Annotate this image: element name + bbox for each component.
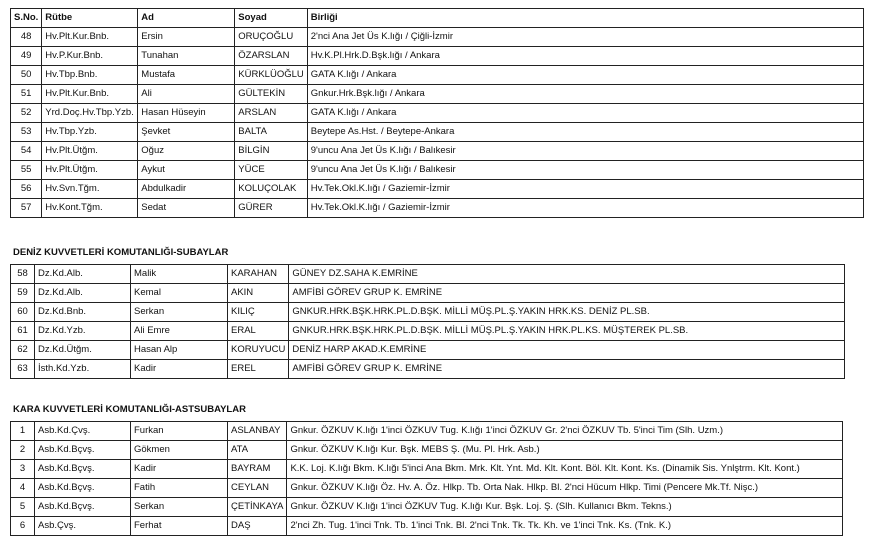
cell-rutbe: Hv.Kont.Tğm. bbox=[42, 199, 138, 218]
cell-rutbe: Dz.Kd.Alb. bbox=[35, 265, 131, 284]
cell-rutbe: Hv.Svn.Tğm. bbox=[42, 180, 138, 199]
table-row bbox=[11, 142, 864, 161]
cell-rutbe: Asb.Çvş. bbox=[35, 517, 131, 536]
cell-birligi: Gnkur.Hrk.Bşk.lığı / Ankara bbox=[307, 85, 863, 104]
cell-rutbe: İsth.Kd.Yzb. bbox=[35, 360, 131, 379]
cell-ad: Aykut bbox=[138, 161, 235, 180]
table-row bbox=[11, 341, 845, 360]
section-title-deniz: DENİZ KUVVETLERİ KOMUTANLIĞI-SUBAYLAR bbox=[13, 247, 229, 258]
cell-no: 54 bbox=[11, 142, 42, 161]
table-row bbox=[11, 498, 843, 517]
table-hava bbox=[10, 8, 864, 218]
cell-ad: Sedat bbox=[138, 199, 235, 218]
cell-rutbe: Dz.Kd.Ütğm. bbox=[35, 341, 131, 360]
cell-ad: Ali bbox=[138, 85, 235, 104]
cell-soyad: GÜLTEKİN bbox=[235, 85, 307, 104]
cell-birligi: Gnkur. ÖZKUV K.lığı Kur. Bşk. MEBS Ş. (Mu. Pl. Hrk. Asb.) bbox=[287, 441, 843, 460]
cell-ad: Hasan Alp bbox=[131, 341, 228, 360]
cell-rutbe: Dz.Kd.Yzb. bbox=[35, 322, 131, 341]
cell-no: 52 bbox=[11, 104, 42, 123]
cell-soyad: KORUYUCU bbox=[228, 341, 289, 360]
table-row bbox=[11, 47, 864, 66]
cell-rutbe: Hv.Plt.Ütğm. bbox=[42, 161, 138, 180]
cell-soyad: KOLUÇOLAK bbox=[235, 180, 307, 199]
cell-ad: Kemal bbox=[131, 284, 228, 303]
cell-no: 59 bbox=[11, 284, 35, 303]
table-row bbox=[11, 422, 843, 441]
cell-no: 63 bbox=[11, 360, 35, 379]
cell-rutbe: Hv.Plt.Kur.Bnb. bbox=[42, 28, 138, 47]
cell-soyad: ÖZARSLAN bbox=[235, 47, 307, 66]
table-row bbox=[11, 28, 864, 47]
cell-ad: Ali Emre bbox=[131, 322, 228, 341]
cell-birligi: 9'uncu Ana Jet Üs K.lığı / Balıkesir bbox=[307, 142, 863, 161]
cell-ad: Hasan Hüseyin bbox=[138, 104, 235, 123]
cell-no: 61 bbox=[11, 322, 35, 341]
cell-rutbe: Asb.Kd.Bçvş. bbox=[35, 479, 131, 498]
table-row bbox=[11, 517, 843, 536]
cell-birligi: 9'uncu Ana Jet Üs K.lığı / Balıkesir bbox=[307, 161, 863, 180]
cell-no: 50 bbox=[11, 66, 42, 85]
table-row bbox=[11, 85, 864, 104]
cell-no: 56 bbox=[11, 180, 42, 199]
cell-birligi: 2'nci Ana Jet Üs K.lığı / Çiğli-İzmir bbox=[307, 28, 863, 47]
table-row bbox=[11, 322, 845, 341]
cell-birligi: Hv.Tek.Okl.K.lığı / Gaziemir-İzmir bbox=[307, 199, 863, 218]
cell-ad: Gökmen bbox=[131, 441, 228, 460]
cell-soyad: BALTA bbox=[235, 123, 307, 142]
cell-no: 6 bbox=[11, 517, 35, 536]
cell-soyad: ASLANBAY bbox=[228, 422, 287, 441]
cell-rutbe: Hv.P.Kur.Bnb. bbox=[42, 47, 138, 66]
cell-birligi: DENİZ HARP AKAD.K.EMRİNE bbox=[289, 341, 845, 360]
cell-ad: Fatih bbox=[131, 479, 228, 498]
cell-soyad: YÜCE bbox=[235, 161, 307, 180]
table-row bbox=[11, 199, 864, 218]
cell-no: 60 bbox=[11, 303, 35, 322]
cell-soyad: KARAHAN bbox=[228, 265, 289, 284]
cell-no: 48 bbox=[11, 28, 42, 47]
cell-ad: Mustafa bbox=[138, 66, 235, 85]
cell-soyad: ARSLAN bbox=[235, 104, 307, 123]
table-row bbox=[11, 123, 864, 142]
table-row bbox=[11, 441, 843, 460]
table-row bbox=[11, 479, 843, 498]
cell-soyad: KILIÇ bbox=[228, 303, 289, 322]
cell-birligi: Gnkur. ÖZKUV K.lığı Öz. Hv. A. Öz. Hlkp. Tb. Orta Nak. Hlkp. Bl. 2'nci Hücum Hlkp. Timi (Pencere Mk.Tf. Nişc.) bbox=[287, 479, 843, 498]
section-title-kara: KARA KUVVETLERİ KOMUTANLIĞI-ASTSUBAYLAR bbox=[13, 404, 246, 415]
cell-ad: Serkan bbox=[131, 303, 228, 322]
cell-no: 51 bbox=[11, 85, 42, 104]
cell-ad: Abdulkadir bbox=[138, 180, 235, 199]
header-ad: Ad bbox=[138, 9, 235, 28]
cell-birligi: GATA K.lığı / Ankara bbox=[307, 66, 863, 85]
cell-no: 4 bbox=[11, 479, 35, 498]
table-row bbox=[11, 180, 864, 199]
header-soyad: Soyad bbox=[235, 9, 307, 28]
cell-birligi: GÜNEY DZ.SAHA K.EMRİNE bbox=[289, 265, 845, 284]
cell-ad: Şevket bbox=[138, 123, 235, 142]
cell-birligi: AMFİBİ GÖREV GRUP K. EMRİNE bbox=[289, 360, 845, 379]
cell-soyad: DAŞ bbox=[228, 517, 287, 536]
cell-no: 5 bbox=[11, 498, 35, 517]
header-birligi: Birliği bbox=[307, 9, 863, 28]
cell-soyad: ERAL bbox=[228, 322, 289, 341]
cell-ad: Ferhat bbox=[131, 517, 228, 536]
table-row bbox=[11, 303, 845, 322]
cell-ad: Oğuz bbox=[138, 142, 235, 161]
cell-soyad: CEYLAN bbox=[228, 479, 287, 498]
cell-birligi: GATA K.lığı / Ankara bbox=[307, 104, 863, 123]
cell-rutbe: Asb.Kd.Bçvş. bbox=[35, 441, 131, 460]
cell-soyad: BAYRAM bbox=[228, 460, 287, 479]
cell-soyad: GÜRER bbox=[235, 199, 307, 218]
table-row bbox=[11, 284, 845, 303]
cell-soyad: EREL bbox=[228, 360, 289, 379]
table-deniz bbox=[10, 264, 845, 379]
cell-rutbe: Asb.Kd.Bçvş. bbox=[35, 498, 131, 517]
cell-rutbe: Asb.Kd.Bçvş. bbox=[35, 460, 131, 479]
header-rutbe: Rütbe bbox=[42, 9, 138, 28]
cell-ad: Malik bbox=[131, 265, 228, 284]
table-row bbox=[11, 265, 845, 284]
header-no: S.No. bbox=[11, 9, 42, 28]
cell-birligi: K.K. Loj. K.lığı Bkm. K.lığı 5'inci Ana Bkm. Mrk. Klt. Ynt. Md. Klt. Kont. Böl. Klt. Kont. Ks. (Dinamik Sis. Ynlştrm. Klt. Kont.) bbox=[287, 460, 843, 479]
cell-soyad: ÇETİNKAYA bbox=[228, 498, 287, 517]
cell-rutbe: Dz.Kd.Alb. bbox=[35, 284, 131, 303]
cell-rutbe: Asb.Kd.Çvş. bbox=[35, 422, 131, 441]
cell-no: 1 bbox=[11, 422, 35, 441]
cell-birligi: AMFİBİ GÖREV GRUP K. EMRİNE bbox=[289, 284, 845, 303]
cell-rutbe: Yrd.Doç.Hv.Tbp.Yzb. bbox=[42, 104, 138, 123]
cell-ad: Kadir bbox=[131, 460, 228, 479]
header-row bbox=[11, 9, 864, 28]
table-kara bbox=[10, 421, 843, 536]
cell-no: 57 bbox=[11, 199, 42, 218]
cell-soyad: KÜRKLÜOĞLU bbox=[235, 66, 307, 85]
cell-no: 2 bbox=[11, 441, 35, 460]
cell-birligi: GNKUR.HRK.BŞK.HRK.PL.D.BŞK. MİLLİ MÜŞ.PL.Ş.YAKIN HRK.KS. DENİZ PL.SB. bbox=[289, 303, 845, 322]
cell-no: 62 bbox=[11, 341, 35, 360]
cell-ad: Kadir bbox=[131, 360, 228, 379]
cell-rutbe: Hv.Plt.Ütğm. bbox=[42, 142, 138, 161]
table-row bbox=[11, 360, 845, 379]
cell-birligi: Hv.Tek.Okl.K.lığı / Gaziemir-İzmir bbox=[307, 180, 863, 199]
cell-soyad: BİLGİN bbox=[235, 142, 307, 161]
cell-ad: Serkan bbox=[131, 498, 228, 517]
cell-no: 53 bbox=[11, 123, 42, 142]
cell-ad: Ersin bbox=[138, 28, 235, 47]
cell-rutbe: Hv.Tbp.Yzb. bbox=[42, 123, 138, 142]
cell-birligi: Beytepe As.Hst. / Beytepe-Ankara bbox=[307, 123, 863, 142]
cell-soyad: AKIN bbox=[228, 284, 289, 303]
cell-birligi: Gnkur. ÖZKUV K.lığı 1'inci ÖZKUV Tug. K.lığı 1'inci ÖZKUV Gr. 2'nci ÖZKUV Tb. 5'inci Tim (Slh. Uzm.) bbox=[287, 422, 843, 441]
cell-birligi: GNKUR.HRK.BŞK.HRK.PL.D.BŞK. MİLLİ MÜŞ.PL.Ş.YAKIN HRK.PL.KS. MÜŞTEREK PL.SB. bbox=[289, 322, 845, 341]
cell-ad: Tunahan bbox=[138, 47, 235, 66]
cell-birligi: Hv.K.Pl.Hrk.D.Bşk.lığı / Ankara bbox=[307, 47, 863, 66]
table-row bbox=[11, 161, 864, 180]
cell-soyad: ORUÇOĞLU bbox=[235, 28, 307, 47]
cell-birligi: 2'nci Zh. Tug. 1'inci Tnk. Tb. 1'inci Tnk. Bl. 2'nci Tnk. Tk. Tk. Kh. ve 1'inci Tnk. Ks. (Tnk. K.) bbox=[287, 517, 843, 536]
cell-no: 55 bbox=[11, 161, 42, 180]
cell-birligi: Gnkur. ÖZKUV K.lığı 1'inci ÖZKUV Tug. K.lığı Kur. Bşk. Loj. Ş. (Slh. Kullanıcı Bkm. Tekns.) bbox=[287, 498, 843, 517]
table-row bbox=[11, 460, 843, 479]
cell-rutbe: Dz.Kd.Bnb. bbox=[35, 303, 131, 322]
cell-rutbe: Hv.Tbp.Bnb. bbox=[42, 66, 138, 85]
cell-no: 58 bbox=[11, 265, 35, 284]
cell-soyad: ATA bbox=[228, 441, 287, 460]
table-row bbox=[11, 66, 864, 85]
cell-no: 3 bbox=[11, 460, 35, 479]
table-row bbox=[11, 104, 864, 123]
cell-rutbe: Hv.Plt.Kur.Bnb. bbox=[42, 85, 138, 104]
cell-ad: Furkan bbox=[131, 422, 228, 441]
cell-no: 49 bbox=[11, 47, 42, 66]
